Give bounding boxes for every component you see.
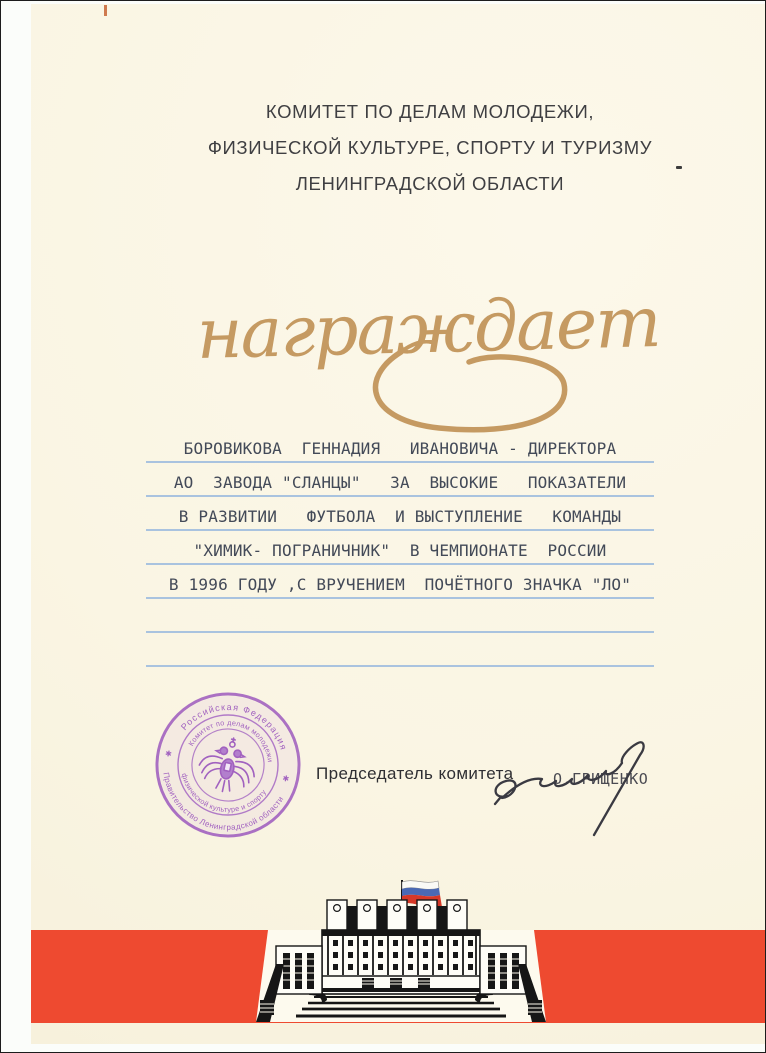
recipient-line-5-text: В 1996 ГОДУ ,С ВРУЧЕНИЕМ ПОЧЁТНОГО ЗНАЧКА "ЛО": [168, 575, 632, 594]
recipient-line-1: [146, 429, 654, 463]
stamp-inner-top-text: Комитет по делам молодежи: [186, 717, 275, 763]
recipient-line-2-text: АО ЗАВОДА "СЛАНЦЫ" ЗА ВЫСОКИЕ ПОКАЗАТЕЛИ: [173, 473, 627, 492]
recipient-line-2: [146, 463, 654, 497]
stamp-inner-bottom-text: физической культуре и спорту: [179, 772, 269, 815]
registration-tick-mark: [104, 5, 107, 16]
signer-title: Председатель комитета: [316, 764, 514, 783]
signer-name: О.ГРИЩЕНКО: [553, 770, 649, 788]
recipient-line-4: [146, 531, 654, 565]
recipient-line-3: [146, 497, 654, 531]
award-calligraphy-word: награждает: [195, 280, 661, 376]
organization-line-3: ЛЕНИНГРАДСКОЙ ОБЛАСТИ: [295, 173, 565, 194]
organization-line-2: ФИЗИЧЕСКОЙ КУЛЬТУРЕ, СПОРТУ И ТУРИЗМУ: [207, 137, 653, 158]
handwritten-signature: [471, 732, 666, 842]
recipient-line-4-text: "ХИМИК- ПОГРАНИЧНИК" В ЧЕМПИОНАТЕ РОССИИ: [193, 541, 607, 560]
recipient-line-1-text: БОРОВИКОВА ГЕННАДИЯ ИВАНОВИЧА - ДИРЕКТОРА: [183, 439, 617, 458]
stamp-star-right: ✱: [281, 773, 290, 784]
organization-line-1: КОМИТЕТ ПО ДЕЛАМ МОЛОДЕЖИ,: [265, 101, 595, 122]
stamp-star-left: ✱: [164, 748, 173, 759]
organization-header: [63, 94, 766, 202]
recipient-line-7-empty: [146, 633, 654, 667]
recipient-text-block: [146, 429, 654, 667]
recipient-line-6-empty: [146, 599, 654, 633]
recipient-line-3-text: В РАЗВИТИИ ФУТБОЛА И ВЫСТУПЛЕНИЕ КОМАНДЫ: [178, 507, 622, 526]
certificate-paper: [31, 4, 765, 1044]
stamp-outer-top-text: Российская Федерация: [178, 701, 289, 752]
government-building-illustration: [226, 870, 576, 1022]
official-round-stamp: [148, 685, 308, 845]
stamp-outer-bottom-text: Правительство Ленинградской области: [161, 771, 286, 833]
recipient-line-5: [146, 565, 654, 599]
